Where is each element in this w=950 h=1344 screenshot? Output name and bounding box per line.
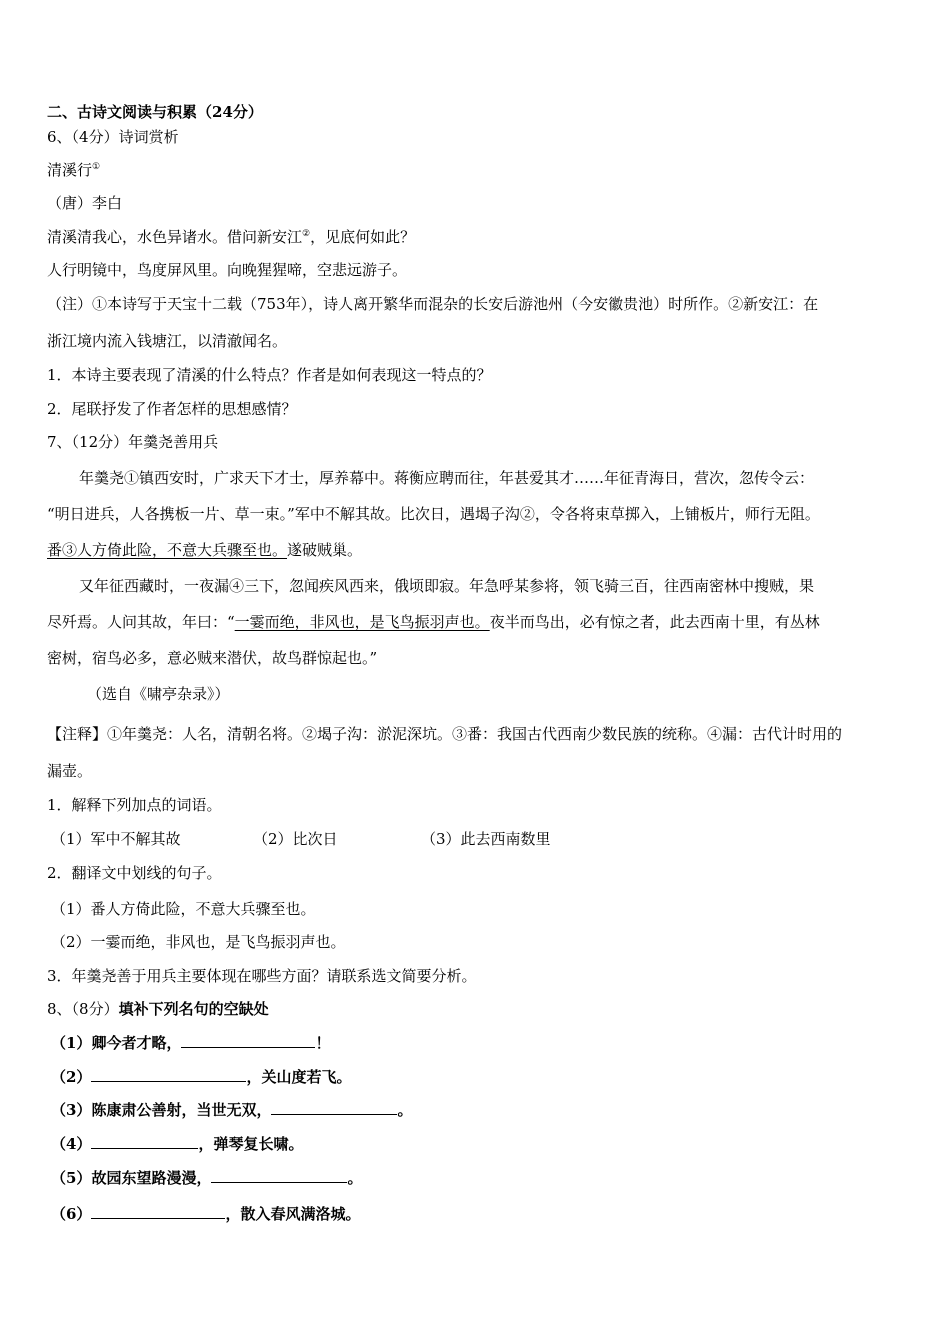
q6-question-1: 1．本诗主要表现了清溪的什么特点？作者是如何表现这一特点的？ [47,366,492,384]
passage-p1-line-2: “明日进兵，人各携板一片、草一束。”军中不解其故。比次日，遇堨子沟②，令各将束草掷入，上铺板片，师行无阻。 [47,505,820,523]
fill-item-1: （1）卿今者才略， ！ [51,1034,331,1052]
q6-question-2: 2．尾联抒发了作者怎样的思想感情？ [47,400,297,418]
q7-question-2: 2．翻译文中划线的句子。 [47,864,222,882]
underlined-sentence-1: 番③人方倚此险，不意大兵骤至也。 [47,541,288,559]
underlined-sentence-2: 一霎而绝，非风也，是飞鸟振羽声也。 [234,613,490,631]
q7-q2-item-2: （2）一霎而绝，非风也，是飞鸟振羽声也。 [51,933,346,951]
poem-note-line-1: （注）①本诗写于天宝十二载（753年），诗人离开繁华而混杂的长安后游池州（今安徽贵池）时所作。②新安江：在 [47,295,819,313]
answer-blank[interactable] [271,1100,397,1115]
q7-q1-item-3: （3）此去西南数里 [421,830,551,848]
q7-question-3: 3．年羹尧善于用兵主要体现在哪些方面？请联系选文简要分析。 [47,967,477,985]
q7-q1-item-1: （1）军中不解其故 [51,830,181,848]
poem-author: （唐）李白 [47,194,123,212]
passage-source: （选自《啸亭杂录》） [87,685,230,703]
fill-item-3: （3）陈康肃公善射，当世无双， 。 [51,1101,413,1119]
q7-heading: 7、（12分）年羹尧善用兵 [47,433,219,451]
passage-p1-line-3: 番③人方倚此险，不意大兵骤至也。遂破贼巢。 [47,541,363,559]
answer-blank[interactable] [91,1134,198,1149]
q6-heading: 6、（4分）诗词赏析 [47,128,179,146]
annotation-line-1: 【注释】①年羹尧：人名，清朝名将。②堨子沟：淤泥深坑。③番：我国古代西南少数民族的统称。④漏：古代计时用的 [47,725,843,743]
passage-p2-line-2: 尽歼焉。人问其故，年曰：“一霎而绝，非风也，是飞鸟振羽声也。夜半而鸟出，必有惊之者，此去西南十里，有丛林 [47,613,820,631]
fill-item-6: （6） ，散入春风满洛城。 [51,1205,361,1223]
poem-title: 清溪行① [47,161,101,179]
fill-item-4: （4） ，弹琴复长啸。 [51,1135,304,1153]
fill-item-5: （5）故园东望路漫漫， 。 [51,1169,363,1187]
q7-q2-item-1: （1）番人方倚此险，不意大兵骤至也。 [51,900,316,918]
poem-line-2: 人行明镜中，鸟度屏风里。向晚猩猩啼，空悲远游子。 [47,261,408,279]
answer-blank[interactable] [91,1204,225,1219]
passage-p1-line-1: 年羹尧①镇西安时，广求天下才士，厚养幕中。蒋衡应聘而往，年甚爱其才……年征青海日，营次，忽传令云： [79,469,815,487]
answer-blank[interactable] [91,1067,246,1082]
q7-q1-item-2: （2）比次日 [253,830,338,848]
passage-p2-line-3: 密树，宿鸟必多，意必贼来潜伏，故鸟群惊起也。” [47,649,378,667]
poem-line-1: 清溪清我心，水色异诸水。借问新安江②，见底何如此？ [47,228,416,246]
fill-item-2: （2） ，关山度若飞。 [51,1068,352,1086]
passage-p2-line-1: 又年征西藏时，一夜漏④三下，忽闻疾风西来，俄顷即寂。年急呼某参将，领飞骑三百，往西南密林中搜贼，果 [79,577,815,595]
answer-blank[interactable] [181,1033,315,1048]
annotation-line-2: 漏壶。 [47,762,93,780]
section-title: 二、古诗文阅读与积累（24分） [47,103,263,121]
answer-blank[interactable] [211,1168,347,1183]
q8-heading: 8、（8分）填补下列名句的空缺处 [47,1000,269,1018]
poem-note-line-2: 浙江境内流入钱塘江，以清澈闻名。 [47,332,288,350]
q7-question-1: 1．解释下列加点的词语。 [47,796,222,814]
